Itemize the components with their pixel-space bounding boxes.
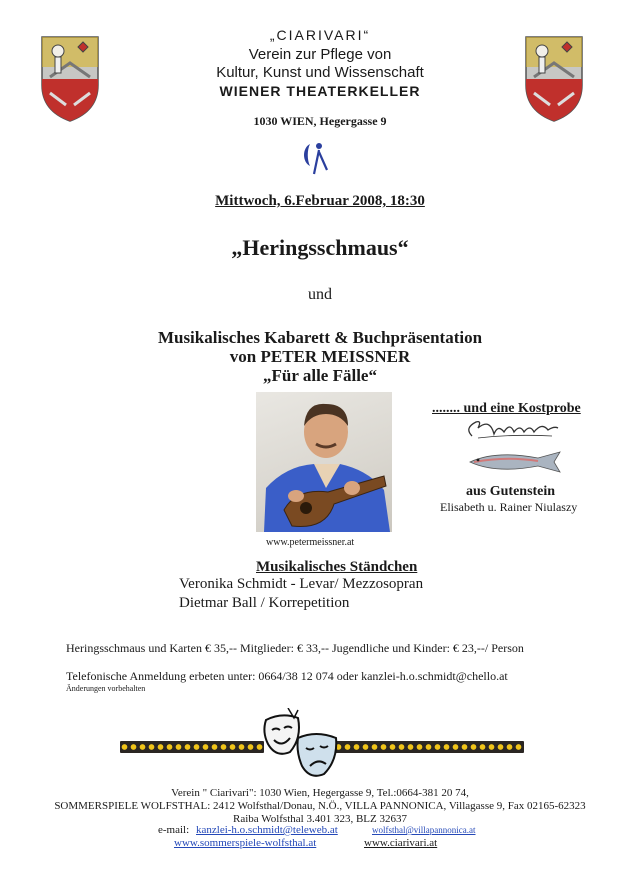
- header-line-2: Kultur, Kunst und Wissenschaft: [216, 64, 424, 81]
- changes-note: Änderungen vorbehalten: [66, 684, 146, 693]
- event-and: und: [308, 286, 332, 303]
- footer-line-2: SOMMERSPIELE WOLFSTHAL: 2412 Wolfsthal/Donau, N.Ö., VILLA PANNONICA, Villagasse 9, Fax 02165-62323: [54, 800, 586, 812]
- ciarivari-logo-icon: [298, 140, 332, 178]
- website-link-ciarivari[interactable]: www.ciarivari.at: [364, 837, 438, 849]
- event-date: Mittwoch, 6.Februar 2008, 18:30: [215, 193, 425, 209]
- event-subtitle-3: „Für alle Fälle“: [263, 366, 377, 385]
- header-line-1: Verein zur Pflege von: [248, 46, 392, 63]
- tasting-origin: aus Gutenstein: [466, 484, 556, 499]
- event-subtitle-1: Musikalisches Kabarett & Buchpräsentation: [157, 328, 483, 347]
- trout-fish-icon: [466, 450, 564, 474]
- film-strip-left: [120, 741, 264, 753]
- footer-line-3: Raiba Wolfsthal 3.401 323, BLZ 32637: [233, 813, 407, 825]
- performer-photo: [256, 392, 392, 532]
- tasting-heading: ........ und eine Kostprobe: [432, 401, 581, 416]
- venue-address: 1030 WIEN, Hegergasse 9: [253, 114, 387, 128]
- event-subtitle-2: von PETER MEISSNER: [229, 347, 411, 366]
- performer-2: Dietmar Ball / Korrepetition: [179, 595, 350, 611]
- event-title: „Heringsschmaus“: [231, 235, 409, 260]
- film-strip-right: [334, 741, 524, 753]
- footer-line-1: Verein " Ciarivari": 1030 Wien, Hegergasse 9, Tel.:0664-381 20 74,: [171, 787, 469, 799]
- website-link-sommerspiele[interactable]: www.sommerspiele-wolfsthal.at: [174, 837, 317, 849]
- signature-icon: [462, 414, 562, 444]
- email-link-teleweb[interactable]: kanzlei-h.o.schmidt@teleweb.at: [196, 824, 338, 836]
- performer-1: Veronika Schmidt - Levar/ Mezzosopran: [179, 576, 424, 592]
- venue-name: WIENER THEATERKELLER: [219, 83, 421, 99]
- registration-info: Telefonische Anmeldung erbeten unter: 0664/38 12 074 oder kanzlei-h.o.schmidt@chello.at: [66, 669, 508, 683]
- theater-masks-icon: [258, 708, 342, 782]
- email-link-villapannonica[interactable]: wolfsthal@villapannonica.at: [372, 825, 476, 835]
- performer-website: www.petermeissner.at: [266, 537, 355, 548]
- footer-email-label: e-mail:: [158, 824, 190, 836]
- org-name: „CIARIVARI“: [269, 27, 371, 43]
- music-heading: Musikalisches Ständchen: [256, 559, 418, 575]
- tasting-names: Elisabeth u. Rainer Niulaszy: [440, 500, 578, 514]
- price-info: Heringsschmaus und Karten € 35,-- Mitglieder: € 33,-- Jugendliche und Kinder: € 23,--/ Person: [66, 641, 524, 655]
